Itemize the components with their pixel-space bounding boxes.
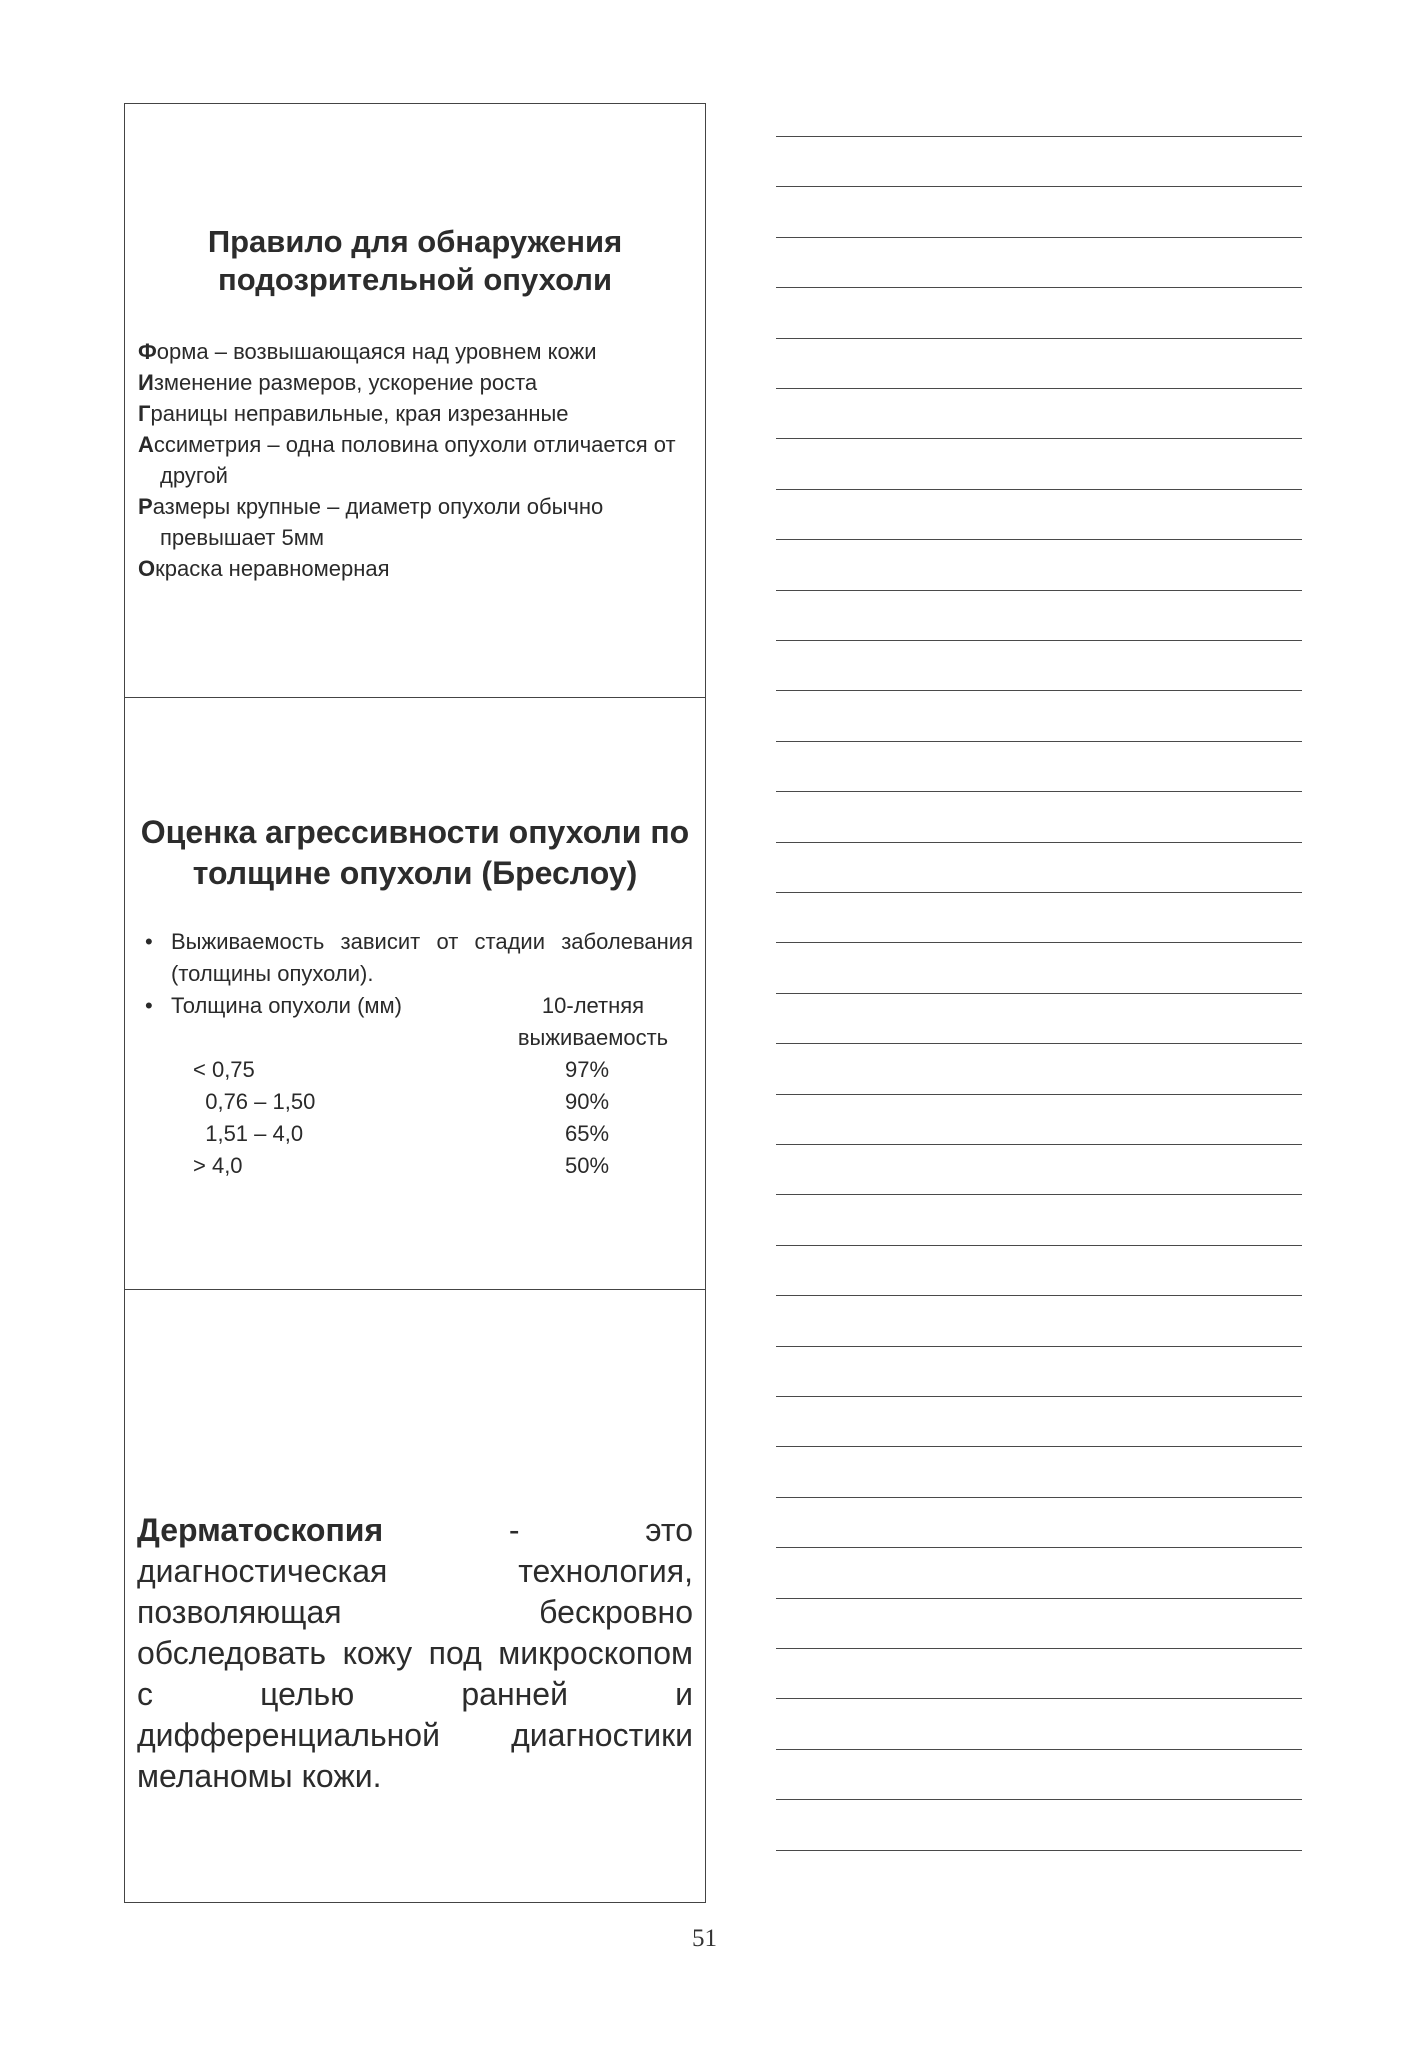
note-line (776, 1446, 1302, 1447)
note-line (776, 1749, 1302, 1750)
survival-cell: 90% (565, 1089, 610, 1114)
rule-item (138, 367, 693, 398)
note-line (776, 1698, 1302, 1699)
bullet-list (133, 926, 693, 1182)
rule-item (138, 491, 693, 553)
rule-text: азмеры крупные – диаметр опухоли обычно превышает 5мм (152, 494, 604, 550)
thickness-header: Толщина опухоли (мм) (171, 993, 402, 1018)
rule-initial: Р (138, 494, 153, 519)
rule-text: орма – возвышающаяся над уровнем кожи (156, 339, 597, 364)
table-row (193, 1086, 645, 1118)
rule-list (138, 336, 693, 584)
table-row (193, 1150, 645, 1182)
note-line (776, 1194, 1302, 1195)
note-line (776, 741, 1302, 742)
note-line (776, 640, 1302, 641)
note-line (776, 489, 1302, 490)
page-number: 51 (692, 1925, 717, 1952)
note-line (776, 1295, 1302, 1296)
bullet-marker: • (145, 929, 153, 954)
rule-text: зменение размеров, ускорение роста (153, 370, 538, 395)
note-line (776, 1598, 1302, 1599)
thickness-cell: > 4,0 (193, 1153, 243, 1178)
note-line (776, 1799, 1302, 1800)
rule-text: ссиметрия – одна половина опухоли отличается от другой (153, 432, 676, 488)
note-line (776, 186, 1302, 187)
note-line (776, 1396, 1302, 1397)
rule-initial: И (138, 370, 154, 395)
note-line (776, 1094, 1302, 1095)
slide-breslow-thickness (125, 698, 705, 1290)
thickness-cell: 1,51 – 4,0 (193, 1121, 304, 1146)
slide-suspicious-tumor-rule (125, 104, 705, 698)
note-line (776, 791, 1302, 792)
rule-item (138, 553, 693, 584)
rule-initial: Г (138, 401, 151, 426)
note-line (776, 892, 1302, 893)
table-row (193, 1054, 645, 1086)
note-line (776, 942, 1302, 943)
note-line (776, 136, 1302, 137)
rule-initial: О (138, 556, 156, 581)
bullet-item (133, 926, 693, 990)
note-line (776, 1144, 1302, 1145)
note-line (776, 842, 1302, 843)
note-line (776, 1850, 1302, 1851)
thickness-cell: 0,76 – 1,50 (193, 1089, 316, 1114)
note-line (776, 1497, 1302, 1498)
note-line (776, 1043, 1302, 1044)
note-line (776, 338, 1302, 339)
note-line (776, 237, 1302, 238)
slide-dermatoscopy (125, 1290, 705, 1902)
slide-2-title: Оценка агрессивности опухоли по толщине опухоли (Бреслоу) (140, 814, 690, 891)
survival-header: 10-летняя выживаемость (517, 993, 669, 1050)
definition-text: - это диагностическая технология, позволяющая бескровно обследовать кожу под микроскопом с целью ранней и дифференциальной диагностики меланомы кожи. (137, 1512, 693, 1794)
survival-cell: 97% (565, 1057, 610, 1082)
note-line (776, 1547, 1302, 1548)
thickness-cell: < 0,75 (193, 1057, 255, 1082)
notes-lines-area (776, 0, 1302, 1900)
rule-initial: Ф (138, 339, 157, 364)
survival-table (193, 1054, 645, 1182)
rule-initial: А (138, 432, 154, 457)
bullet-text: Выживаемость зависит от стадии заболевания (толщины опухоли). (171, 929, 693, 986)
note-line (776, 993, 1302, 994)
note-line (776, 590, 1302, 591)
note-line (776, 539, 1302, 540)
bullet-item (133, 990, 693, 1054)
survival-cell: 65% (565, 1121, 610, 1146)
bullet-marker: • (145, 993, 153, 1018)
rule-text: краска неравномерная (155, 556, 390, 581)
note-line (776, 690, 1302, 691)
definition-term: Дерматоскопия (137, 1512, 384, 1548)
slide-1-title: Правило для обнаружения подозрительной опухоли (207, 224, 623, 298)
note-line (776, 1245, 1302, 1246)
dermatoscopy-definition (137, 1510, 693, 1797)
note-line (776, 438, 1302, 439)
note-line (776, 1648, 1302, 1649)
note-line (776, 1346, 1302, 1347)
rule-text: раницы неправильные, края изрезанные (150, 401, 569, 426)
slides-panel (124, 103, 706, 1903)
rule-item (138, 429, 693, 491)
rule-item (138, 336, 693, 367)
note-line (776, 388, 1302, 389)
table-row (193, 1118, 645, 1150)
survival-cell: 50% (565, 1153, 610, 1178)
note-line (776, 287, 1302, 288)
rule-item (138, 398, 693, 429)
